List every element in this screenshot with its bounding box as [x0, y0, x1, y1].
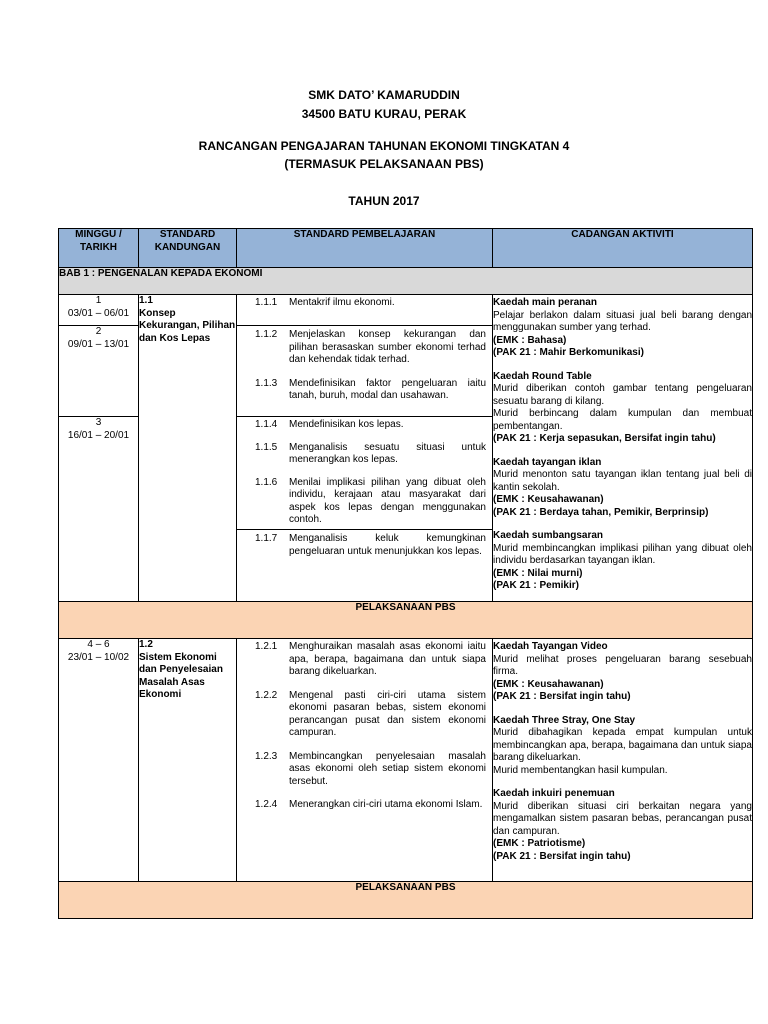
list-item: 1.2.1 Menghuraikan masalah asas ekonomi iaitu apa, berapa, bagaimana dan untuk siapa barang dikeluarkan.: [255, 641, 486, 677]
document-title: RANCANGAN PENGAJARAN TAHUNAN EKONOMI TINGKATAN 4: [198, 139, 570, 153]
col-header-kandungan: STANDARD KANDUNGAN: [139, 229, 237, 268]
list-item: 1.1.3 Mendefinisikan faktor pengeluaran iaitu tanah, buruh, modal dan usahawan.: [255, 377, 486, 401]
list-item: 1.1.4 Mendefinisikan kos lepas.: [255, 419, 404, 430]
standard-pembelajaran-cell: [237, 639, 493, 882]
week-cell: 1 03/01 – 06/01: [59, 295, 139, 326]
week-cell: 3 16/01 – 20/01: [59, 417, 139, 602]
document-year: TAHUN 2017: [348, 194, 420, 208]
col-header-minggu: MINGGU / TARIKH: [59, 229, 139, 268]
list-item: 1.1.2 Menjelaskan konsep kekurangan dan pilihan berasaskan sumber ekonomi terhad dan kehendak tidak terhad.: [255, 329, 486, 365]
activity-cell: Kaedah main peranan Pelajar berlakon dalam situasi jual beli barang dengan menggunakan sumber yang terhad. (EMK : Bahasa) (PAK 21 : Mahir Berkomunikasi) Kaedah Round Table Murid diberikan contoh gambar tentang pengeluaran sesuatu barang di kilang. Murid berbincang dalam kumpulan dan membuat pembentangan. (PAK 21 : Kerja sepasukan, Bersifat ingin tahu) Kaedah tayangan iklan Murid menonton satu tayangan iklan tentang jual beli di kantin sekolah. (EMK : Keusahawanan) (PAK 21 : Berdaya tahan, Pemikir, Berprinsip) Kaedah sumbangsaran Murid membincangkan implikasi pilihan yang dibuat oleh individu berdasarkan tayangan iklan. (EMK : Nilai murni) (PAK 21 : Pemikir): [493, 295, 753, 602]
col-header-aktiviti: CADANGAN AKTIVITI: [493, 229, 753, 268]
lesson-plan-table: [58, 228, 753, 919]
table-header-row: [59, 229, 753, 268]
col-header-pembelajaran: STANDARD PEMBELAJARAN: [237, 229, 493, 268]
list-item: 1.1.6 Menilai implikasi pilihan yang dibuat oleh individu, kerajaan atau masyarakat dari aspek kos lepas dengan menggunakan contoh.: [255, 476, 486, 525]
pbs-row-1: PELAKSANAAN PBS: [59, 602, 753, 639]
week-cell: 4 – 6 23/01 – 10/02: [59, 639, 139, 882]
standard-pembelajaran-cell: [237, 530, 493, 602]
school-address: 34500 BATU KURAU, PERAK: [301, 107, 467, 121]
pbs-row-2: PELAKSANAAN PBS: [59, 882, 753, 919]
list-item: 1.2.4 Menerangkan ciri-ciri utama ekonomi Islam.: [255, 799, 483, 810]
list-item: 1.1.1 Mentakrif ilmu ekonomi.: [255, 297, 395, 308]
chapter-title: BAB 1 : PENGENALAN KEPADA EKONOMI: [59, 268, 753, 295]
list-item: 1.1.7 Menganalisis keluk kemungkinan pengeluaran untuk menunjukkan kos lepas.: [255, 533, 486, 557]
standard-pembelajaran-cell: [237, 295, 493, 326]
list-item: 1.1.5 Menganalisis sesuatu situasi untuk menerangkan kos lepas.: [255, 441, 486, 465]
document-subtitle: (TERMASUK PELAKSANAAN PBS): [284, 157, 484, 171]
school-name: SMK DATO’ KAMARUDDIN: [308, 88, 460, 102]
week-cell: 2 09/01 – 13/01: [59, 326, 139, 417]
standard-pembelajaran-cell: [237, 417, 493, 530]
list-item: 1.2.2 Mengenal pasti ciri-ciri utama sistem ekonomi pasaran bebas, sistem ekonomi perancangan pusat dan sistem ekonomi campuran.: [255, 689, 486, 738]
standard-pembelajaran-cell: [237, 326, 493, 417]
list-item: 1.2.3 Membincangkan penyelesaian masalah asas ekonomi oleh setiap sistem ekonomi tersebut.: [255, 750, 486, 787]
standard-kandungan-cell: 1.2 Sistem Ekonomi dan Penyelesaian Masalah Asas Ekonomi: [139, 639, 237, 882]
activity-cell: Kaedah Tayangan Video Murid melihat proses pengeluaran barang sesebuah firma. (EMK : Keusahawanan) (PAK 21 : Bersifat ingin tahu) Kaedah Three Stray, One Stay Murid dibahagikan kepada empat kumpulan untuk membincangkan apa, berapa, bagaimana dan untuk siapa barang dikeluarkan. Murid membentangkan hasil kumpulan. Kaedah inkuiri penemuan Murid diberikan situasi ciri berkaitan negara yang mengamalkan sistem pasaran bebas, perancangan pusat dan campuran. (EMK : Patriotisme) (PAK 21 : Bersifat ingin tahu): [493, 639, 753, 882]
standard-kandungan-cell: 1.1 Konsep Kekurangan, Pilihan dan Kos Lepas: [139, 295, 237, 602]
